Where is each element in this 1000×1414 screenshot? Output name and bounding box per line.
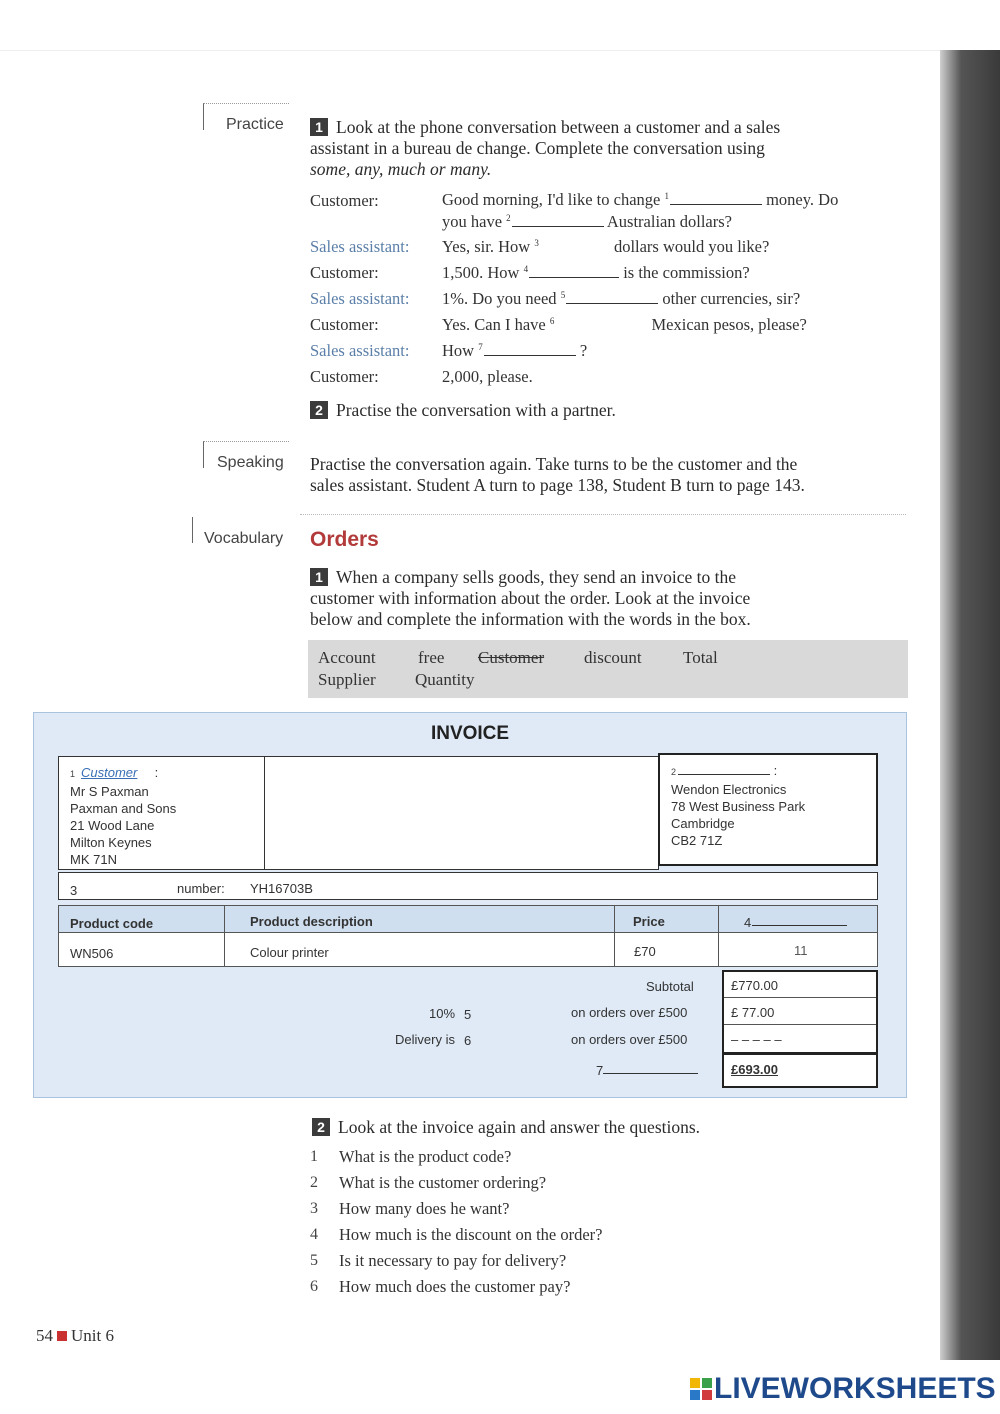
practice-ex1-instruction: 1 Look at the phone conversation between a customer and a sales assistant in a bureau de change. Complete the conversation using some, any, much or many. <box>310 117 781 179</box>
practice-ex2: 2 Practise the conversation with a partner. <box>310 400 616 421</box>
page-number: 54 <box>36 1326 53 1345</box>
subtotal-label: Subtotal <box>646 979 694 994</box>
gap-5-input[interactable] <box>566 291 658 304</box>
total-gap-input[interactable] <box>603 1063 698 1074</box>
word-item[interactable]: Supplier <box>318 670 376 689</box>
delivery-value: – – – – – <box>731 1032 782 1047</box>
delivery-label: Delivery is <box>395 1032 455 1047</box>
delivery-condition: on orders over £500 <box>571 1032 688 1047</box>
vocabulary-label: Vocabulary <box>204 530 284 547</box>
conv-speaker: Customer: <box>310 315 379 334</box>
question-number: 4 <box>310 1226 318 1243</box>
supplier-gap-input[interactable] <box>678 764 770 775</box>
word-box <box>308 640 908 698</box>
invoice: INVOICE 1 Customer : Mr S Paxman Paxman and Sons 21 Wood Lane Milton Keynes MK 71N 2 : Wendon Electronics 78 West Business Park Cambridge CB2 71Z 3 number: YH16703B Product code Product description Price 4 WN506 Colour printer £70 11 Subtotal £770.00 10% 5 on orders over £500 £ 77.00 Delivery is 6 on orders over £500 – – – – – 7 £693.00 <box>33 712 907 1098</box>
gap-7-input[interactable] <box>484 343 576 356</box>
middle-box <box>264 756 659 870</box>
discount-gap-input[interactable] <box>471 1006 561 1016</box>
word-item[interactable]: free <box>418 648 445 667</box>
question-number: 3 <box>310 1200 318 1217</box>
question-number: 1 <box>310 1148 318 1165</box>
invoice-title: INVOICE <box>430 723 510 744</box>
grid-logo-icon <box>690 1378 712 1400</box>
word-item[interactable]: Quantity <box>415 670 475 689</box>
conv-line: 1%. Do you need $^5$ other currencies, sir? <box>442 289 801 308</box>
questions-instruction: 2 Look at the invoice again and answer the questions. <box>312 1117 700 1138</box>
row-product-code: WN506 <box>70 946 114 961</box>
conv-line: Yes. Can I have $^6$ Mexican pesos, please? <box>442 315 807 334</box>
exercise-number: 2 <box>310 401 328 419</box>
conv-line: you have $^2$ Australian dollars? <box>442 212 732 231</box>
word-item[interactable]: Total <box>683 648 718 667</box>
square-icon <box>57 1331 67 1341</box>
header-product-description: Product description <box>250 914 373 929</box>
section-title: Orders <box>310 528 379 551</box>
practice-label: Practice <box>226 116 284 133</box>
row-quantity: 11 <box>794 943 808 958</box>
conv-line: 1,500. How $^4$ is the commission? <box>442 263 750 282</box>
page-gutter-shadow <box>940 50 1000 1360</box>
customer-address: 1 Customer : Mr S Paxman Paxman and Sons 21 Wood Lane Milton Keynes MK 71N <box>70 765 177 867</box>
vocab-ex1-instruction: 1 When a company sells goods, they send an invoice to the customer with information about the order. Look at the invoice below and complete the information with the words in the box. <box>310 567 751 629</box>
conv-speaker: Sales assistant: <box>310 237 410 256</box>
conv-line: Yes, sir. How $^3$ dollars would you like? <box>442 237 770 256</box>
question-text: How much is the discount on the order? <box>339 1225 603 1244</box>
page-footer <box>36 1326 114 1346</box>
word-item-used: Customer <box>478 648 545 667</box>
question-number: 6 <box>310 1278 318 1295</box>
question-number: 5 <box>310 1252 318 1269</box>
question-text: How many does he want? <box>339 1199 510 1218</box>
quantity-header-gap-input[interactable] <box>752 915 847 926</box>
customer-answer[interactable]: Customer <box>81 765 138 780</box>
speaking-text: Practise the conversation again. Take turns to be the customer and the sales assistant. Student A turn to page 138, Student B turn to page 143. <box>310 454 805 495</box>
discount-value: £ 77.00 <box>731 1005 775 1020</box>
supplier-address: 2 : Wendon Electronics 78 West Business Park Cambridge CB2 71Z <box>671 763 806 848</box>
conv-speaker: Sales assistant: <box>310 341 410 360</box>
conv-speaker: Customer: <box>310 191 379 210</box>
gap-4-input[interactable] <box>529 265 619 278</box>
conv-line: Good morning, I'd like to change $^1$ money. Do <box>442 190 839 209</box>
conv-line: How $^7$ ? <box>442 341 588 360</box>
conv-speaker: Customer: <box>310 263 379 282</box>
question-number: 2 <box>310 1174 318 1191</box>
word-item[interactable]: discount <box>584 648 642 667</box>
question-text: Is it necessary to pay for delivery? <box>339 1251 567 1270</box>
discount-percent: 10% <box>429 1006 456 1021</box>
subtotal-value: £770.00 <box>731 978 778 993</box>
conv-speaker: Customer: <box>310 367 379 386</box>
row-product-description: Colour printer <box>250 945 329 960</box>
row-price: £70 <box>634 944 656 959</box>
gap-1-input[interactable] <box>670 192 762 205</box>
exercise-number: 1 <box>310 568 328 586</box>
exercise-number: 1 <box>310 118 328 136</box>
question-text: What is the product code? <box>339 1147 512 1166</box>
gap-2-input[interactable] <box>512 214 604 227</box>
conv-speaker: Sales assistant: <box>310 289 410 308</box>
account-number-value: YH16703B <box>250 881 313 896</box>
question-text: What is the customer ordering? <box>339 1173 547 1192</box>
exercise-number: 2 <box>312 1118 330 1136</box>
total-value: £693.00 <box>731 1062 778 1077</box>
word-item[interactable]: Account <box>318 648 376 667</box>
discount-condition: on orders over £500 <box>571 1005 688 1020</box>
account-number-label: number: <box>177 881 225 896</box>
delivery-gap-input[interactable] <box>471 1032 561 1042</box>
conv-line: 2,000, please. <box>442 367 533 386</box>
speaking-label: Speaking <box>217 454 284 471</box>
header-price: Price <box>633 914 665 929</box>
unit-label: Unit 6 <box>71 1326 114 1345</box>
liveworksheets-logo: LIVEWORKSHEETS <box>690 1372 996 1406</box>
header-product-code: Product code <box>70 916 154 931</box>
question-text: How much does the customer pay? <box>339 1277 571 1296</box>
